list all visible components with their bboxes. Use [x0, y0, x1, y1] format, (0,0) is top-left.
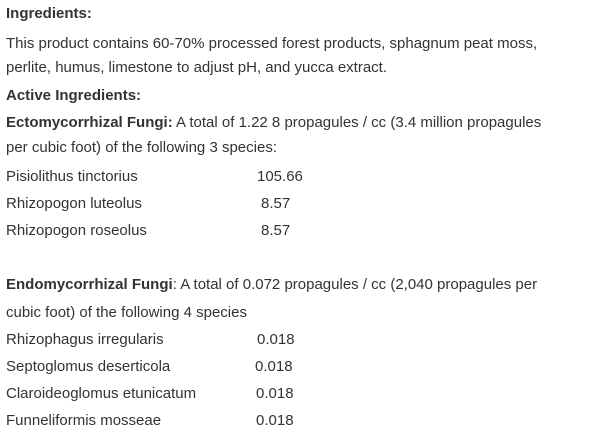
ecto-label: Ectomycorrhizal Fungi:	[6, 114, 173, 131]
endo-species-name: Septoglomus deserticola	[6, 358, 171, 375]
ingredients-heading: Ingredients:	[6, 5, 92, 22]
endo-species-name: Funneliformis mosseae	[6, 412, 162, 429]
ecto-description: A total of 1.22 8 propagules / cc (3.4 million propagules	[172, 114, 542, 131]
endo-species-value: 0.018	[255, 358, 293, 375]
ecto-species-value: 8.57	[261, 222, 291, 239]
endo-species-name: Claroideoglomus etunicatum	[6, 385, 197, 402]
ecto-description-line-2: per cubic foot) of the following 3 species:	[6, 139, 277, 156]
ingredients-text-line-1: This product contains 60-70% processed forest products, sphagnum peat moss,	[6, 35, 538, 52]
endo-label: Endomycorrhizal Fungi	[6, 276, 173, 293]
ingredients-text-line-2: perlite, humus, limestone to adjust pH, and yucca extract.	[6, 59, 388, 76]
ecto-description-line-1	[6, 114, 541, 132]
endo-description-line-2: cubic foot) of the following 4 species	[6, 304, 247, 321]
endo-species-value: 0.018	[257, 331, 295, 348]
ecto-species-name: Rhizopogon roseolus	[6, 222, 147, 239]
endo-description: : A total of 0.072 propagules / cc (2,040 propagules per	[172, 276, 538, 293]
ecto-species-name: Pisiolithus tinctorius	[6, 168, 138, 185]
ecto-species-value: 105.66	[257, 168, 303, 185]
endo-species-value: 0.018	[256, 385, 294, 402]
endo-species-name: Rhizophagus irregularis	[6, 331, 164, 348]
endo-species-value: 0.018	[256, 412, 294, 429]
ecto-species-name: Rhizopogon luteolus	[6, 195, 142, 212]
endo-description-line-1	[6, 276, 537, 294]
active-ingredients-heading: Active Ingredients:	[6, 87, 142, 104]
ecto-species-value: 8.57	[261, 195, 291, 212]
